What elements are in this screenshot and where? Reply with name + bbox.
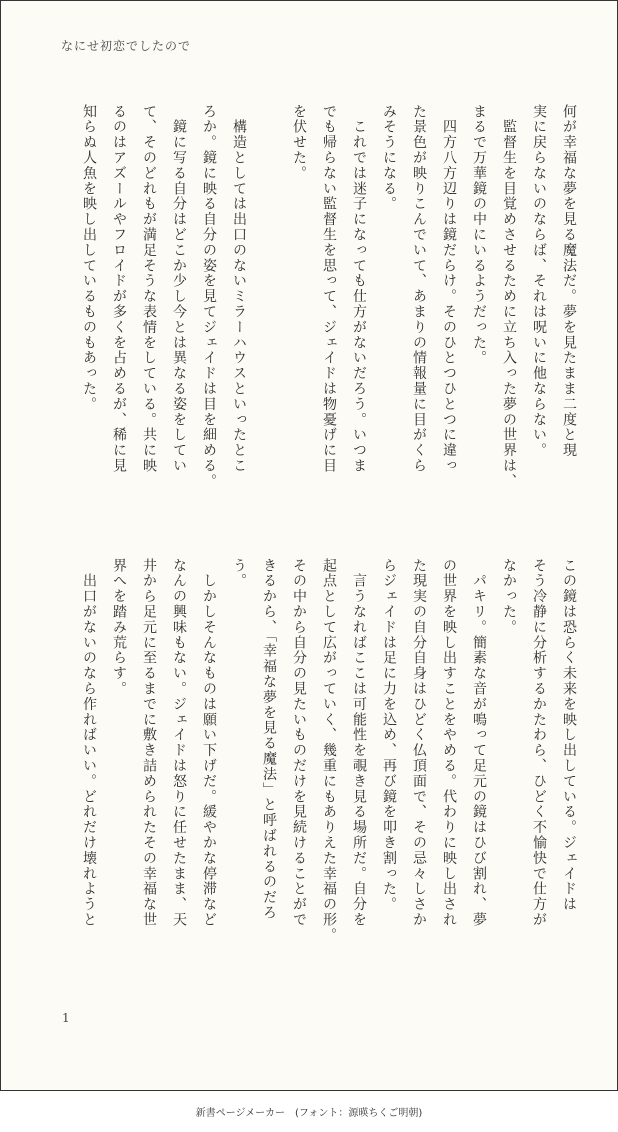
running-title: なにせ初恋でしたので	[61, 39, 192, 53]
text-block-upper: 何が幸福な夢を見る魔法だ。夢を見たまま二度と現 実に戻らないのならば、それは呪いに他ならない。 監督生を目覚めさせるために立ち入った夢の世界は、 まるで万華鏡の中にいるようだった。 四方八方辺りは鏡だらけ。そのひとつひとつに違っ た景色が映りこんでいて、あまりの情報量に目がくら みそうになる。 これでは迷子になっても仕方がないだろう。いつま でも帰らない監督生を思って、ジェイドは物憂げに目 を伏せた。 構造としては出口のないミラーハウスといったとこ ろか。鏡に映る自分の姿を見てジェイドは目を細める。 鏡に写る自分はどこか少し今とは異なる姿をしてい て、そのどれもが満足そうな表情をしている。共に映 るのはアズールやフロイドが多くを占めるが、稀に見 知らぬ人魚を映し出しているものもあった。	[81, 104, 577, 489]
text-block-lower: この鏡は恐らく未来を映し出している。ジェイドは そう冷静に分析するかたわら、ひどく不愉快で仕方が なかった。 パキリ。簡素な音が鳴って足元の鏡はひび割れ、夢 の世界を映し出すことをやめる。代わりに映し出され た現実の自分自身はひどく仏頂面で、その忌々しさか らジェイドは足に力を込め、再び鏡を叩き割った。 言うなればここは可能性を覗き見る場所だ。自分を 起点として広がっていく、幾重にもありえた幸福の形。 その中から自分の見たいものだけを見続けることがで きるから、「幸福な夢を見る魔法」と呼ばれるのだろ う。 しかしそんなものは願い下げだ。緩やかな停滞など なんの興味もない。ジェイドは怒りに任せたまま、天 井から足元に至るまでに敷き詰められたその幸福な世 界へを踏み荒らす。 出口がないのなら作ればいい。どれだけ壊れようと	[81, 558, 577, 943]
page-number: 1	[62, 1011, 70, 1025]
footer-credit: 新書ページメーカー (フォント：源暎ちくご明朝)	[195, 1108, 423, 1119]
